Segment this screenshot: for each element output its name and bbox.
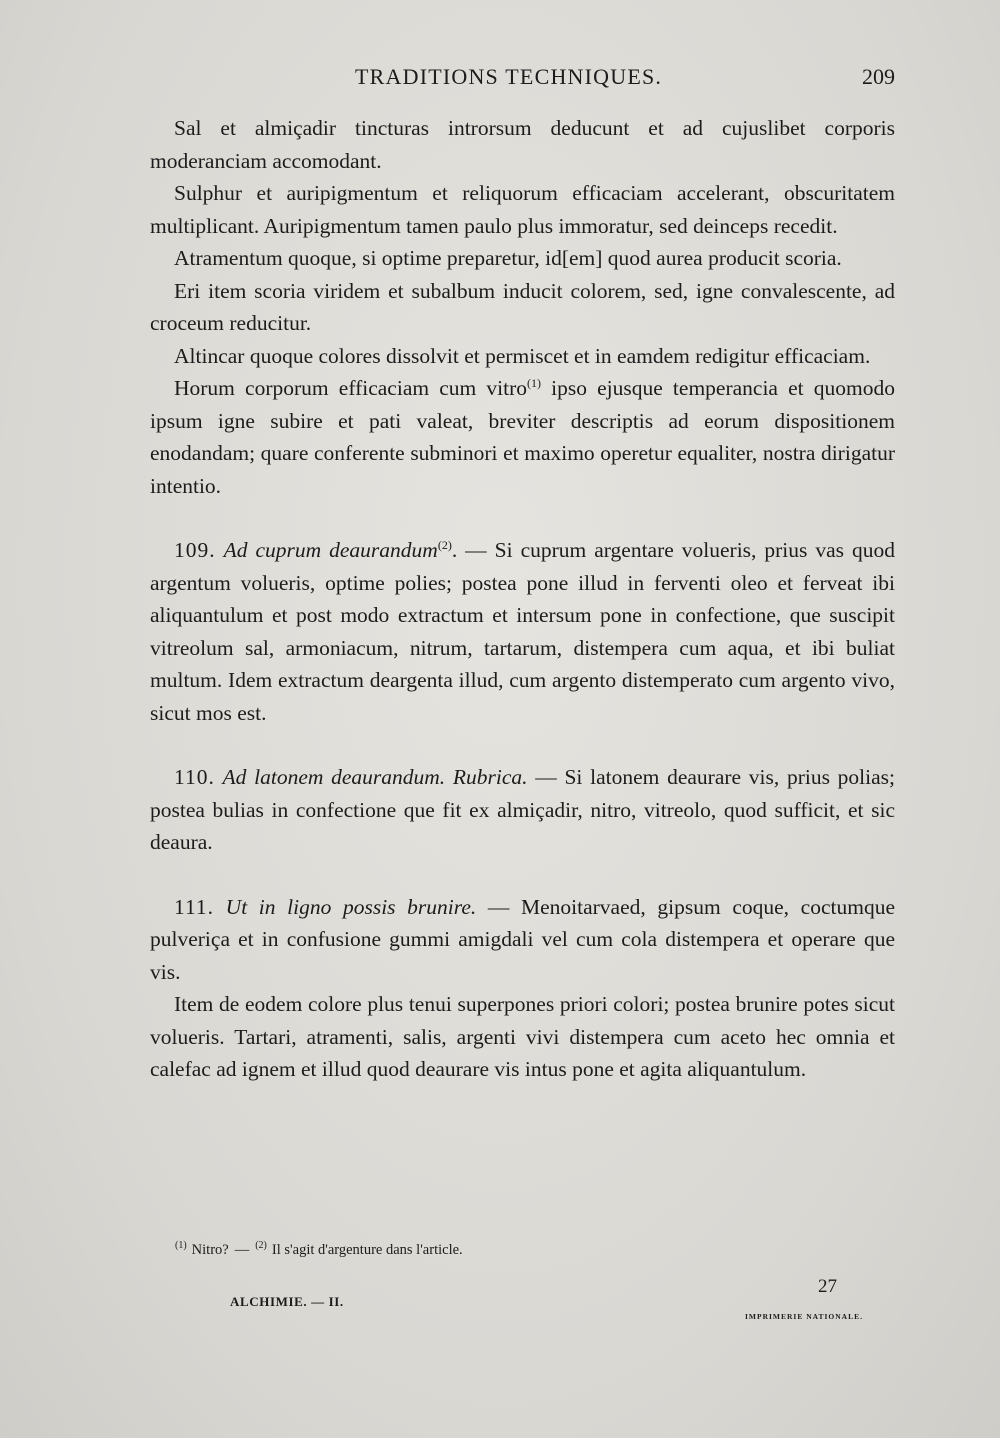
article-110 — [150, 761, 895, 859]
article-title: Ut in ligno possis brunire. — [225, 894, 477, 919]
article-text: — Menoitarvaed, gipsum coque, coctumque pulveriça et in confusione gummi amigdali vel cum cola distempera et operare que vis. — [150, 894, 896, 984]
signature-number: 27 — [818, 1276, 837, 1297]
article-title: Ad cuprum deaurandum — [223, 538, 438, 562]
article-109 — [150, 534, 895, 729]
footnote-mark: (1) — [175, 1240, 187, 1251]
paragraph-text: Horum corporum efficaciam cum vitro — [174, 376, 527, 400]
footnote-text: Nitro? — [191, 1241, 229, 1258]
footnote-mark: (2) — [255, 1240, 267, 1251]
paragraph-text: ipso ejusque temperancia et quomodo ipsum igne subire et pati valeat, breviter descriptis ad eorum dispositionem enodandam; quare conferente subminori et maximo operetur equaliter, nostra dirigatur intentio. — [150, 376, 895, 498]
article-111 — [150, 891, 895, 989]
running-title: TRADITIONS TECHNIQUES. — [355, 64, 663, 89]
footnote-ref: (2) — [437, 537, 452, 552]
footnote-ref: (1) — [527, 375, 541, 390]
paragraph: Sulphur et auripigmentum et reliquorum efficaciam accelerant, obscuritatem multiplicant. Auripigmentum tamen paulo plus immoratur, sed deinceps recedit. — [150, 181, 895, 238]
paragraph: Item de eodem colore plus tenui superpones priori colori; postea brunire potes sicut volueris. Tartari, atramenti, salis, argenti vivi distempera cum aceto hec omnia et calefac ad ignem et illud quod deaurare vis intus pone et agita aliquantulum. — [150, 992, 895, 1081]
body-text — [150, 112, 895, 1086]
article-title-punct: . — [451, 538, 458, 562]
paragraph: Sal et almiçadir tincturas introrsum deducunt et ad cujuslibet corporis moderanciam accomodant. — [150, 116, 895, 173]
article-number: 110. — [174, 765, 215, 789]
paragraph: Altincar quoque colores dissolvit et permiscet et in eamdem redigitur efficaciam. — [174, 343, 871, 368]
article-title: Ad latonem deaurandum. Rubrica. — [222, 765, 528, 789]
paragraph: Atramentum quoque, si optime preparetur, id[em] quod aurea producit scoria. — [174, 246, 842, 270]
signature-mark: ALCHIMIE. — II. — [230, 1294, 344, 1309]
page-number: 209 — [862, 64, 895, 89]
footnote-text: Il s'agit d'argenture dans l'article. — [271, 1241, 463, 1258]
article-text: — Si cuprum argentare volueris, prius vas quod argentum volueris, optime polies; postea pone illud in ferventi oleo et ferveat ibi aliquantulum et post modo extractum et intersum pone in confectione, que suscipit vitreolum sal, armoniacum, nitrum, tartarum, distempera cum aqua, et ibi buliat multum. Idem extractum deargenta illud, cum argento distemperato cum argento vivo, sicut mos est. — [150, 538, 896, 725]
article-number: 111. — [174, 894, 215, 919]
article-number: 109. — [174, 538, 216, 562]
paragraph — [150, 372, 895, 502]
paragraph: Eri item scoria viridem et subalbum inducit colorem, sed, igne convalescente, ad croceum reducitur. — [150, 278, 895, 335]
printer-imprint: IMPRIMERIE NATIONALE. — [745, 1312, 863, 1321]
footnote-separator: — — [234, 1241, 250, 1258]
article-text: — Si latonem deaurare vis, prius polias; postea bulias in confectione que fit ex almiçadir, nitro, vitreolo, quod sufficit, et sic deaura. — [150, 765, 896, 854]
running-head — [150, 64, 895, 98]
footnotes — [175, 1240, 875, 1259]
